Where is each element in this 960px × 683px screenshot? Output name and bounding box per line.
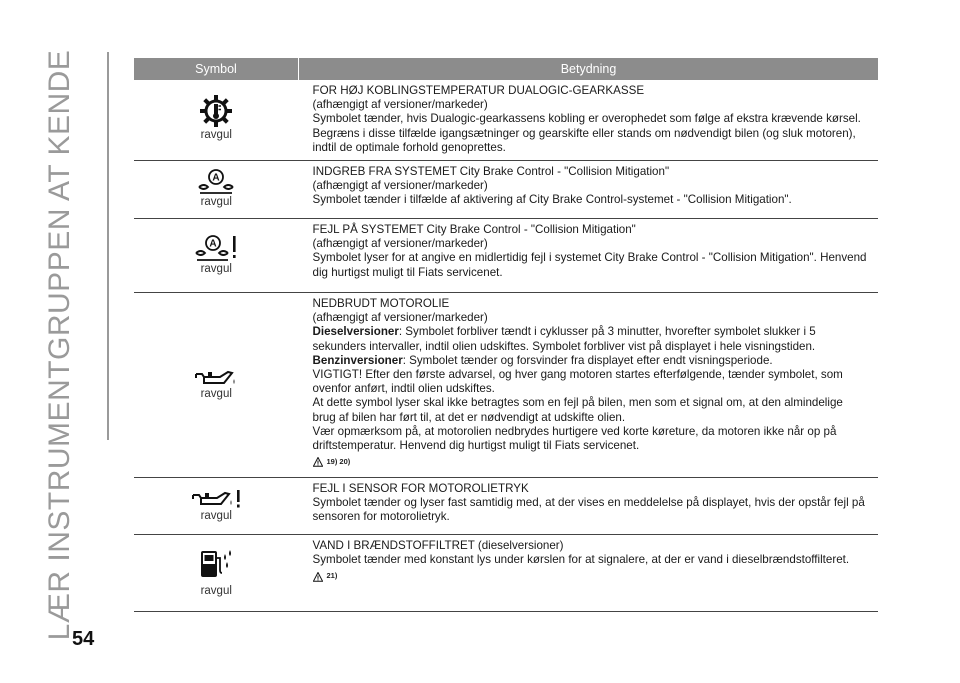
text-line: sekunders intervaller, indtil olien udskiftes. Symbolet forbliver vist på displayet i hele visningstiden. bbox=[312, 339, 816, 353]
row-title: FEJL I SENSOR FOR MOTOROLIETRYK bbox=[312, 482, 529, 496]
warning-lights-table bbox=[134, 58, 878, 612]
color-label: ravgul bbox=[200, 387, 232, 400]
row-title: INDGREB FRA SYSTEMET City Brake Control - "Collision Mitigation" bbox=[312, 165, 670, 179]
text-line: driftstemperatur. Henvend dig hurtigst muligt til Fiats servicenet. bbox=[312, 439, 640, 453]
text-line: Begræns i disse tilfælde igangsætninger og gearskifte eller stands om nødvendigt bilen (og sluk motoren), bbox=[312, 126, 856, 140]
petrol-label: Benzinversioner bbox=[312, 353, 403, 367]
text-line: (afhængigt af versioner/markeder) bbox=[312, 237, 488, 251]
header-symbol: Symbol bbox=[134, 58, 299, 80]
symbol-cell bbox=[134, 219, 299, 293]
water-in-fuel-icon bbox=[196, 548, 236, 578]
row-title: FOR HØJ KOBLINGSTEMPERATUR DUALOGIC-GEARKASSE bbox=[312, 84, 645, 97]
warning-triangle-icon bbox=[313, 572, 323, 582]
gearbox-temperature-icon bbox=[199, 94, 233, 128]
meaning-cell bbox=[299, 293, 879, 478]
table-row bbox=[134, 478, 878, 535]
text-line: Symbolet tænder og lyser fast samtidig med, at der vises en meddelelse på displayet, hvis der opstår fejl på bbox=[312, 496, 865, 510]
color-label: ravgul bbox=[200, 263, 232, 276]
text-line: Vær opmærksom på, at motorolien nedbrydes hurtigere ved korte køreture, da motoren ikke når op på bbox=[312, 424, 837, 438]
text-line: dig hurtigst muligt til Fiats servicenet. bbox=[312, 265, 503, 279]
city-brake-fault-icon bbox=[194, 234, 238, 262]
table-header bbox=[134, 58, 878, 80]
table-row bbox=[134, 293, 878, 478]
oil-pressure-sensor-fault-icon bbox=[191, 489, 241, 509]
table-row bbox=[134, 219, 878, 293]
row-title: FEJL PÅ SYSTEMET City Brake Control - "Collision Mitigation" bbox=[312, 223, 636, 237]
diesel-label: Dieselversioner bbox=[312, 325, 399, 339]
diesel-text: : Symbolet forbliver tændt i cyklusser på 3 minutter, hvorefter symbolet slukker i 5 bbox=[398, 325, 816, 339]
text-line: Symbolet lyser for at angive en midlertidig fejl i systemet City Brake Control - "Collision Mitigation". Henvend bbox=[312, 251, 867, 265]
text-line: Symbolet tænder med konstant lys under kørslen for at signalere, at der er vand i dieselbrændstoffilteret. bbox=[312, 553, 850, 567]
reference-numbers: 19) 20) bbox=[326, 457, 351, 467]
side-divider bbox=[107, 52, 109, 440]
text-line: brug af bilen har ført til, at det er nødvendigt at udskifte olien. bbox=[312, 410, 626, 424]
table-row bbox=[134, 80, 878, 161]
text-line: (afhængigt af versioner/markeder) bbox=[312, 179, 488, 193]
color-label: ravgul bbox=[200, 584, 232, 597]
text-line: Symbolet tænder, hvis Dualogic-gearkassens kobling er overophedet som følge af ekstra krævende kørsel. bbox=[312, 112, 861, 126]
symbol-cell bbox=[134, 80, 299, 161]
text-line bbox=[313, 354, 875, 368]
svg-text:A: A bbox=[212, 172, 220, 184]
row-title: NEDBRUDT MOTOROLIE bbox=[312, 297, 450, 311]
svg-text:A: A bbox=[209, 238, 217, 250]
color-label: ravgul bbox=[200, 509, 232, 522]
row-title: VAND I BRÆNDSTOFFILTRET (dieselversioner) bbox=[312, 539, 564, 553]
oil-degraded-icon bbox=[194, 369, 238, 387]
text-line: sensoren for motorolietryk. bbox=[312, 510, 450, 524]
text-line: (afhængigt af versioner/markeder) bbox=[312, 311, 488, 325]
text-line bbox=[313, 325, 875, 339]
meaning-cell bbox=[299, 535, 879, 612]
page-number: 54 bbox=[72, 628, 95, 650]
meaning-cell bbox=[299, 80, 879, 161]
reference-notes bbox=[313, 455, 875, 469]
symbol-cell bbox=[134, 478, 299, 535]
table-row bbox=[134, 161, 878, 219]
meaning-cell bbox=[299, 478, 879, 535]
reference-numbers: 21) bbox=[326, 571, 338, 581]
text-line: At dette symbol lyser skal ikke betragtes som en fejl på bilen, men som et signal om, at den almindelige bbox=[312, 396, 843, 410]
text-line: VIGTIGT! Efter den første advarsel, og hver gang motoren startes efterfølgende, tænder symbolet, som bbox=[312, 368, 843, 382]
symbol-cell bbox=[134, 535, 299, 612]
table-row bbox=[134, 535, 878, 612]
meaning-cell bbox=[299, 219, 879, 293]
header-meaning: Betydning bbox=[299, 58, 879, 80]
color-label: ravgul bbox=[200, 196, 232, 209]
text-line: ovenfor anført, indtil olien udskiftes. bbox=[312, 382, 495, 396]
petrol-text: : Symbolet tænder og forsvinder fra displayet efter endt visningsperiode. bbox=[402, 353, 773, 367]
text-line: indtil de optimale forhold genoprettes. bbox=[312, 140, 506, 154]
symbol-cell bbox=[134, 293, 299, 478]
warning-triangle-icon bbox=[313, 457, 323, 467]
text-line: (afhængigt af versioner/markeder) bbox=[312, 98, 488, 112]
reference-notes bbox=[313, 569, 875, 583]
symbol-cell bbox=[134, 161, 299, 219]
color-label: ravgul bbox=[200, 129, 232, 142]
city-brake-off-icon bbox=[196, 169, 236, 195]
meaning-cell bbox=[299, 161, 879, 219]
text-line: Symbolet tænder i tilfælde af aktivering af City Brake Control-systemet - "Collision Mitigation". bbox=[312, 193, 792, 207]
